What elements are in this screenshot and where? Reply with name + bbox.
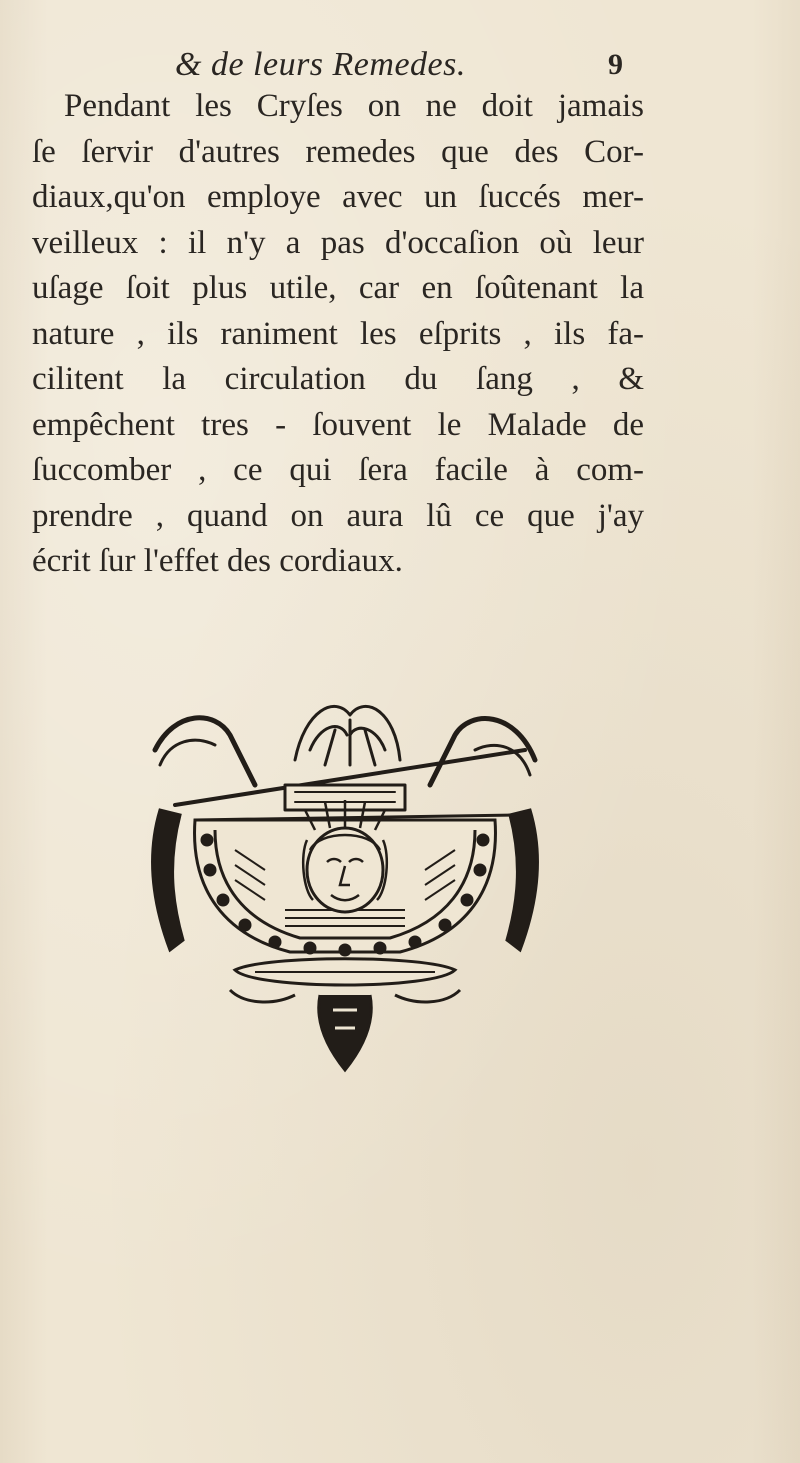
text-line: uſage ſoit plus utile, car en ſoûtenant la <box>32 270 644 306</box>
page-number: 9 <box>608 48 623 81</box>
text-line: veilleux : il n'y a pas d'occaſion où leur <box>32 224 644 261</box>
text-line: écrit ſur l'effet des cordiaux. <box>32 543 403 579</box>
text-line: prendre , quand on aura lû ce que j'ay <box>32 497 644 534</box>
running-head: & de leurs Remedes. <box>175 46 466 83</box>
text-line: diaux,qu'on employe avec un ſuccés mer- <box>32 179 644 215</box>
text-line: ſe ſervir d'autres remedes que des Cor- <box>32 133 644 170</box>
text-line: Pendant les Cryſes on ne doit jamais <box>64 88 644 124</box>
text-line: cilitent la circulation du ſang , & <box>32 361 644 397</box>
text-line: nature , ils raniment les eſprits , ils fa- <box>32 315 644 352</box>
body-text <box>32 84 644 585</box>
decorative-vignette-mask-shield-icon <box>135 690 555 1080</box>
text-line: ſuccomber , ce qui ſera facile à com- <box>32 452 644 488</box>
text-line: empêchent tres - ſouvent le Malade de <box>32 406 644 443</box>
